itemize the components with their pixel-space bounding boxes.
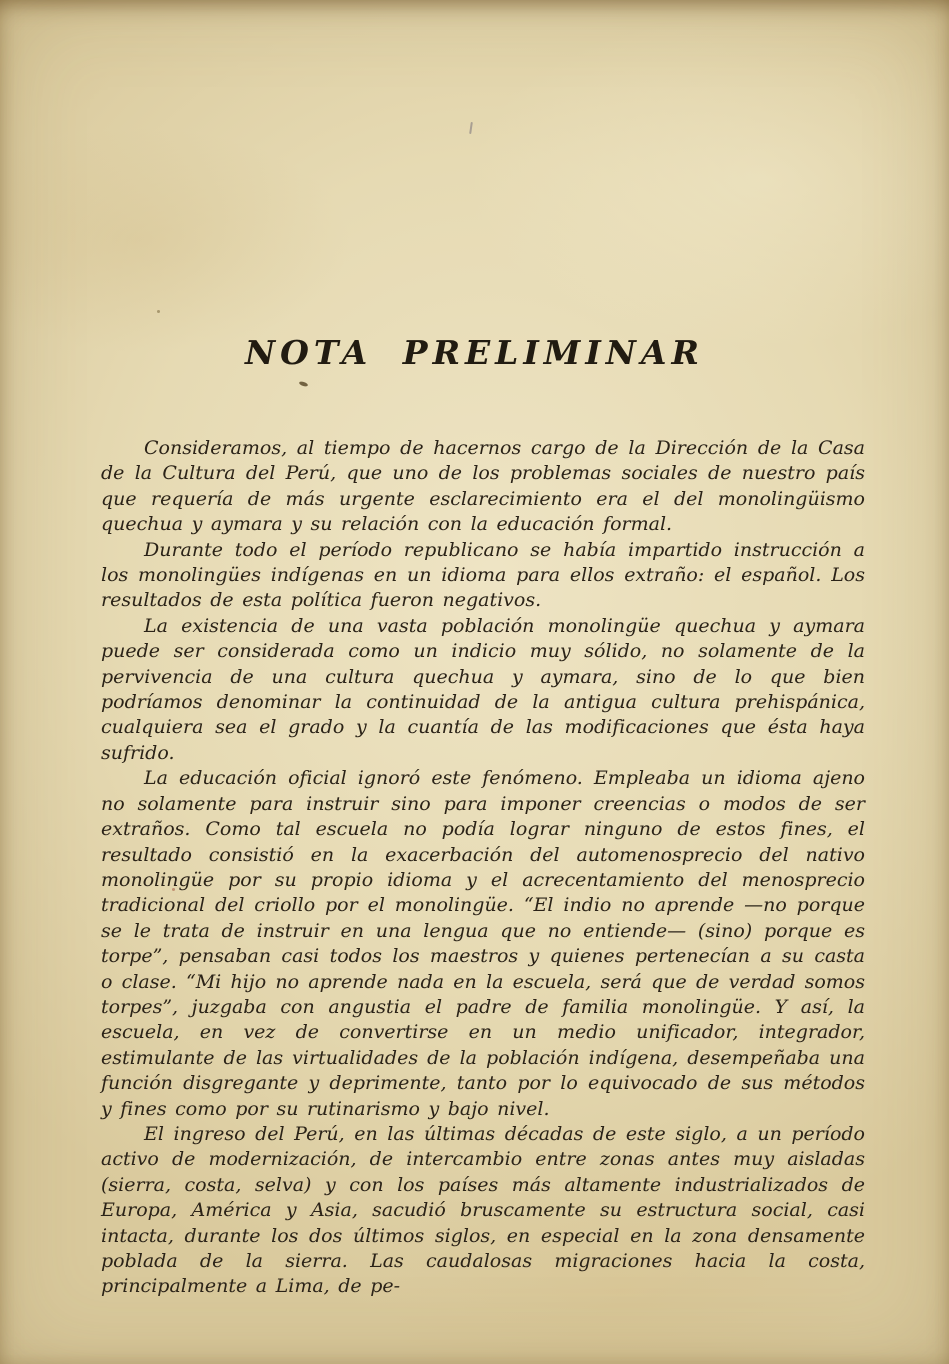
- body-text: [101, 436, 865, 1300]
- page-title-text: NOTA PRELIMINAR: [245, 333, 704, 372]
- page-title: [0, 333, 949, 372]
- paper-speck: [157, 310, 160, 313]
- paragraph: Durante todo el período republicano se había impartido instrucción a los monolingües indígenas en un idioma para ellos extraño: el español. Los resultados de esta política fueron negativos.: [101, 538, 865, 612]
- paragraph: La educación oficial ignoró este fenómeno. Empleaba un idioma ajeno no solamente para instruir sino para imponer creencias o modos de ser extraños. Como tal escuela no podía lograr ninguno de estos fines, el resultado consistió en la exacerbación del automenosprecio del nativo monolingüe por su propio idioma y el acrecentamiento del menosprecio tradicional del criollo por el monolingüe. “El indio no aprende —no porque se le trata de instruir en una lengua que no entiende— (sino) porque es torpe”, pensaban casi todos los maestros y quienes pertenecían a su casta o clase. “Mi hijo no aprende nada en la escuela, será que de verdad somos torpes”, juzgaba con angustia el padre de familia monolingüe. Y así, la escuela, en vez de convertirse en un medio unificador, integrador, estimulante de las virtualidades de la población indígena, desempeñaba una función disgregante y deprimente, tanto por lo equivocado de sus métodos y fines como por su rutinarismo y bajo nivel.: [101, 767, 865, 1120]
- ink-speck: [299, 381, 309, 388]
- paragraph: El ingreso del Perú, en las últimas décadas de este siglo, a un período activo de modernización, de intercambio entre zonas antes muy aisladas (sierra, costa, selva) y con los países más altamente industrializados de Europa, América y Asia, sacudió bruscamente su estructura social, casi intacta, durante los dos últimos siglos, en especial en la zona densamente poblada de la sierra. Las caudalosas migraciones hacia la costa, principalmente a Lima, de pe-: [101, 1122, 865, 1298]
- paper-scratch: [469, 122, 473, 134]
- paragraph: La existencia de una vasta población monolingüe quechua y aymara puede ser considerada como un indicio muy sólido, no solamente de la pervivencia de una cultura quechua y aymara, sino de lo que bien podríamos denominar la continuidad de la antigua cultura prehispánica, cualquiera sea el grado y la cuantía de las modificaciones que ésta haya sufrido.: [101, 614, 865, 764]
- paragraph: Consideramos, al tiempo de hacernos cargo de la Dirección de la Casa de la Cultura del Perú, que uno de los problemas sociales de nuestro país que requería de más urgente esclarecimiento era el del monolingüismo quechua y aymara y su relación con la educación formal.: [101, 437, 865, 536]
